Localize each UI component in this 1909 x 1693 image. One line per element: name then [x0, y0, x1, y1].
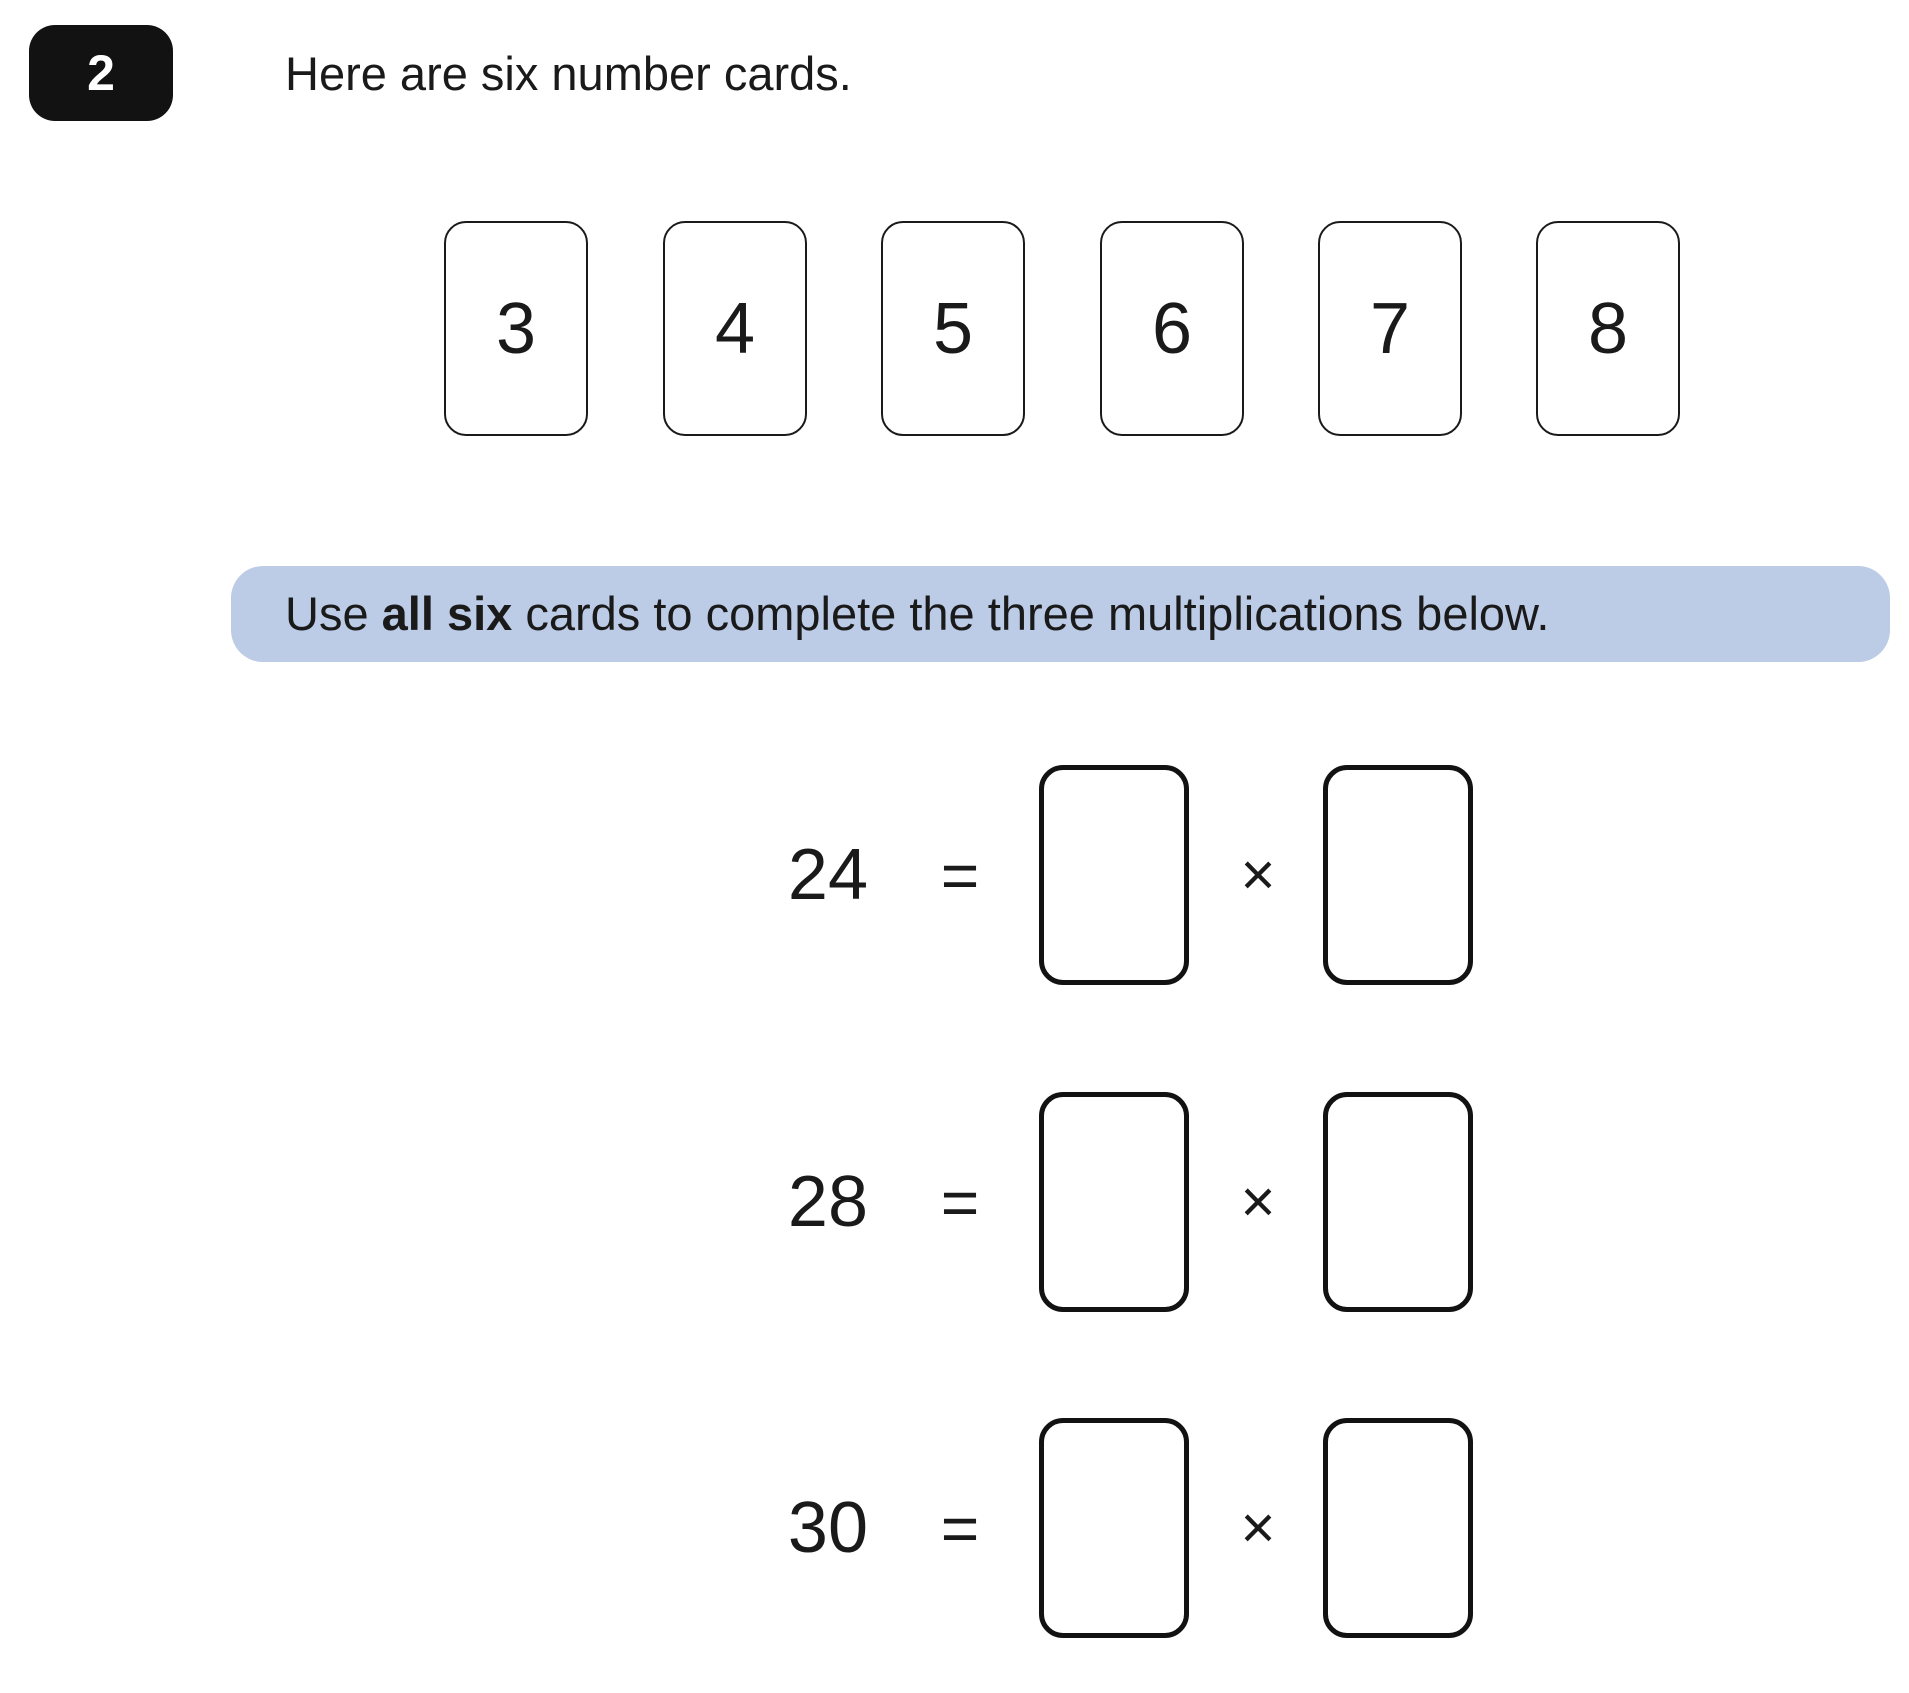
equals-sign: =	[940, 1165, 980, 1239]
number-card: 7	[1318, 221, 1462, 436]
instruction-text	[285, 566, 1549, 662]
times-sign: ×	[1240, 1168, 1276, 1235]
number-card: 8	[1536, 221, 1680, 436]
equation-total: 30	[787, 1488, 868, 1568]
number-card: 6	[1100, 221, 1244, 436]
instruction-text-after: cards to complete the three multiplications below.	[512, 587, 1550, 640]
question-number-badge: 2	[29, 25, 173, 121]
answer-box-second-factor[interactable]	[1323, 765, 1473, 985]
answer-box-second-factor[interactable]	[1323, 1092, 1473, 1312]
number-card: 3	[444, 221, 588, 436]
answer-box-second-factor[interactable]	[1323, 1418, 1473, 1638]
equation-row	[0, 1418, 1909, 1638]
number-card: 4	[663, 221, 807, 436]
times-sign: ×	[1240, 1494, 1276, 1561]
instruction-text-emphasis: all six	[381, 587, 513, 640]
equation-row	[0, 1092, 1909, 1312]
equals-sign: =	[940, 838, 980, 912]
equals-sign: =	[940, 1491, 980, 1565]
instruction-band	[231, 566, 1890, 662]
answer-box-first-factor[interactable]	[1039, 1418, 1189, 1638]
number-card: 5	[881, 221, 1025, 436]
equation-total: 28	[787, 1162, 868, 1242]
times-sign: ×	[1240, 841, 1276, 908]
number-card-row	[444, 221, 1679, 436]
answer-box-first-factor[interactable]	[1039, 1092, 1189, 1312]
answer-box-first-factor[interactable]	[1039, 765, 1189, 985]
equation-row	[0, 765, 1909, 985]
equation-total: 24	[787, 835, 868, 915]
instruction-text-before: Use	[285, 587, 382, 640]
question-intro: Here are six number cards.	[285, 47, 852, 100]
